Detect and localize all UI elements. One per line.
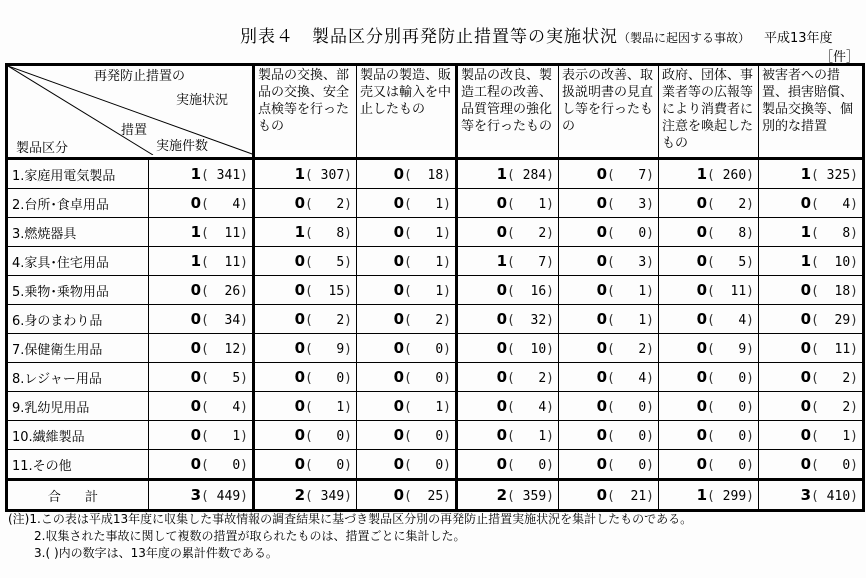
- total-cell: 0( 21): [559, 480, 659, 511]
- total-cell: 2( 349): [254, 480, 357, 511]
- count-cell: 1( 11): [149, 218, 254, 247]
- category-cell: 4.家具･住宅用品: [7, 247, 149, 276]
- table-row: [7, 334, 864, 363]
- measure-cell: 0( 1): [457, 421, 559, 450]
- measure-cell: 0( 2): [457, 218, 559, 247]
- measure-cell: 0( 1): [357, 392, 457, 421]
- measure-cell: 0( 0): [659, 450, 759, 480]
- title-main: 別表４ 製品区分別再発防止措置等の実施状況: [240, 27, 618, 47]
- corner-bottom-right: 実施件数: [156, 139, 209, 154]
- measure-cell: 0( 0): [357, 363, 457, 392]
- measure-cell: 1( 325): [759, 159, 864, 189]
- title-year: 平成13年度: [764, 31, 833, 46]
- count-cell: 0( 5): [149, 363, 254, 392]
- table-row: [7, 392, 864, 421]
- category-cell: 11.その他: [7, 450, 149, 480]
- measure-cell: 0( 0): [559, 421, 659, 450]
- measure-cell: 0( 2): [659, 189, 759, 218]
- column-header: 被害者への措置、損害賠償、製品交換等、個別的な措置: [759, 65, 864, 159]
- note-2: 2.収集された事故に関して複数の措置が取られたものは、措置ごとに集計した。: [34, 529, 466, 543]
- measure-cell: 0( 2): [559, 334, 659, 363]
- measure-cell: 0( 10): [457, 334, 559, 363]
- total-cell: 0( 25): [357, 480, 457, 511]
- count-cell: 0( 4): [149, 189, 254, 218]
- total-label: 合 計: [7, 480, 149, 511]
- measure-cell: 0( 29): [759, 305, 864, 334]
- measure-cell: 0( 16): [457, 276, 559, 305]
- table-row: [7, 363, 864, 392]
- measure-cell: 0( 0): [559, 218, 659, 247]
- measure-cell: 0( 5): [254, 247, 357, 276]
- category-cell: 1.家庭用電気製品: [7, 159, 149, 189]
- count-cell: 0( 26): [149, 276, 254, 305]
- table-row: [7, 305, 864, 334]
- measure-cell: 0( 7): [559, 159, 659, 189]
- measure-cell: 0( 2): [357, 305, 457, 334]
- header-row: [7, 65, 864, 159]
- corner-header: [7, 65, 254, 159]
- category-cell: 9.乳幼児用品: [7, 392, 149, 421]
- count-cell: 0( 0): [149, 450, 254, 480]
- table-row: [7, 159, 864, 189]
- total-row: [7, 480, 864, 511]
- footnotes: [8, 511, 692, 562]
- table-row: [7, 218, 864, 247]
- column-header: 表示の改善、取扱説明書の見直し等を行ったもの: [559, 65, 659, 159]
- total-count: 3( 449): [149, 480, 254, 511]
- measure-cell: 0( 4): [759, 189, 864, 218]
- measure-cell: 0( 0): [254, 450, 357, 480]
- count-cell: 1( 11): [149, 247, 254, 276]
- measure-cell: 0( 1): [357, 218, 457, 247]
- measure-cell: 0( 2): [759, 363, 864, 392]
- column-header: 政府、団体、事業者等の広報等により消費者に注意を喚起したもの: [659, 65, 759, 159]
- column-header: 製品の改良、製造工程の改善、品質管理の強化等を行ったもの: [457, 65, 559, 159]
- measure-cell: 0( 4): [659, 305, 759, 334]
- measure-cell: 0( 9): [254, 334, 357, 363]
- measure-cell: 0( 0): [357, 421, 457, 450]
- measure-cell: 1( 8): [759, 218, 864, 247]
- measure-cell: 0( 1): [357, 247, 457, 276]
- measure-cell: 0( 2): [254, 189, 357, 218]
- measure-cell: 0( 1): [357, 189, 457, 218]
- total-cell: 1( 299): [659, 480, 759, 511]
- page-title: [240, 22, 833, 47]
- note-3: 3.( )内の数字は、13年度の累計件数である。: [34, 546, 278, 560]
- measure-cell: 1( 7): [457, 247, 559, 276]
- count-cell: 0( 12): [149, 334, 254, 363]
- table-row: [7, 189, 864, 218]
- corner-bottom-left: 製品区分: [16, 141, 69, 156]
- table-row: [7, 421, 864, 450]
- measures-table: [5, 63, 865, 512]
- measure-cell: 0( 1): [457, 189, 559, 218]
- corner-top-line1: 再発防止措置の: [94, 69, 186, 84]
- measure-cell: 1( 284): [457, 159, 559, 189]
- count-cell: 0( 34): [149, 305, 254, 334]
- count-cell: 0( 1): [149, 421, 254, 450]
- measure-cell: 0( 4): [457, 392, 559, 421]
- measure-cell: 0( 4): [559, 363, 659, 392]
- measure-cell: 0( 0): [659, 363, 759, 392]
- unit-label: ［件］: [820, 50, 860, 65]
- column-header: 製品の交換、部品の交換、安全点検等を行ったもの: [254, 65, 357, 159]
- measure-cell: 0( 0): [254, 363, 357, 392]
- measure-cell: 0( 0): [357, 450, 457, 480]
- category-cell: 6.身のまわり品: [7, 305, 149, 334]
- measure-cell: 0( 0): [559, 450, 659, 480]
- measure-cell: 1( 260): [659, 159, 759, 189]
- measure-cell: 0( 11): [659, 276, 759, 305]
- measure-cell: 1( 8): [254, 218, 357, 247]
- measure-cell: 0( 1): [559, 276, 659, 305]
- measure-cell: 1( 10): [759, 247, 864, 276]
- measure-cell: 0( 1): [357, 276, 457, 305]
- measure-cell: 0( 2): [457, 363, 559, 392]
- measure-cell: 0( 2): [759, 392, 864, 421]
- measure-cell: 0( 18): [357, 159, 457, 189]
- table-row: [7, 247, 864, 276]
- table-row: [7, 450, 864, 480]
- measure-cell: 0( 1): [759, 421, 864, 450]
- measure-cell: 0( 0): [254, 421, 357, 450]
- measure-cell: 0( 1): [559, 305, 659, 334]
- measure-cell: 0( 0): [559, 392, 659, 421]
- measure-cell: 1( 307): [254, 159, 357, 189]
- measure-cell: 0( 0): [357, 334, 457, 363]
- count-cell: 1( 341): [149, 159, 254, 189]
- measure-cell: 0( 3): [559, 247, 659, 276]
- count-cell: 0( 4): [149, 392, 254, 421]
- measure-cell: 0( 3): [559, 189, 659, 218]
- category-cell: 7.保健衛生用品: [7, 334, 149, 363]
- measure-cell: 0( 0): [659, 392, 759, 421]
- corner-mid: 措置: [121, 123, 148, 138]
- measure-cell: 0( 9): [659, 334, 759, 363]
- title-sub: （製品に起因する事故）: [618, 31, 751, 45]
- category-cell: 5.乗物･乗物用品: [7, 276, 149, 305]
- measure-cell: 0( 15): [254, 276, 357, 305]
- table-row: [7, 276, 864, 305]
- corner-top-line2: 実施状況: [176, 93, 229, 108]
- measure-cell: 0( 0): [759, 450, 864, 480]
- category-cell: 3.燃焼器具: [7, 218, 149, 247]
- note-1: (注)1.この表は平成13年度に収集した事故情報の調査結果に基づき製品区分別の再発防止措置実施状況を集計したものである。: [8, 512, 693, 526]
- total-cell: 3( 410): [759, 480, 864, 511]
- category-cell: 2.台所･食卓用品: [7, 189, 149, 218]
- measure-cell: 0( 1): [254, 392, 357, 421]
- measure-cell: 0( 32): [457, 305, 559, 334]
- measure-cell: 0( 2): [254, 305, 357, 334]
- table-body: [7, 159, 864, 480]
- measure-cell: 0( 11): [759, 334, 864, 363]
- measure-cell: 0( 5): [659, 247, 759, 276]
- category-cell: 8.レジャー用品: [7, 363, 149, 392]
- column-header: 製品の製造、販売又は輸入を中止したもの: [357, 65, 457, 159]
- measure-cell: 0( 0): [659, 421, 759, 450]
- category-cell: 10.繊維製品: [7, 421, 149, 450]
- total-cell: 2( 359): [457, 480, 559, 511]
- measure-cell: 0( 18): [759, 276, 864, 305]
- measure-cell: 0( 8): [659, 218, 759, 247]
- measure-cell: 0( 0): [457, 450, 559, 480]
